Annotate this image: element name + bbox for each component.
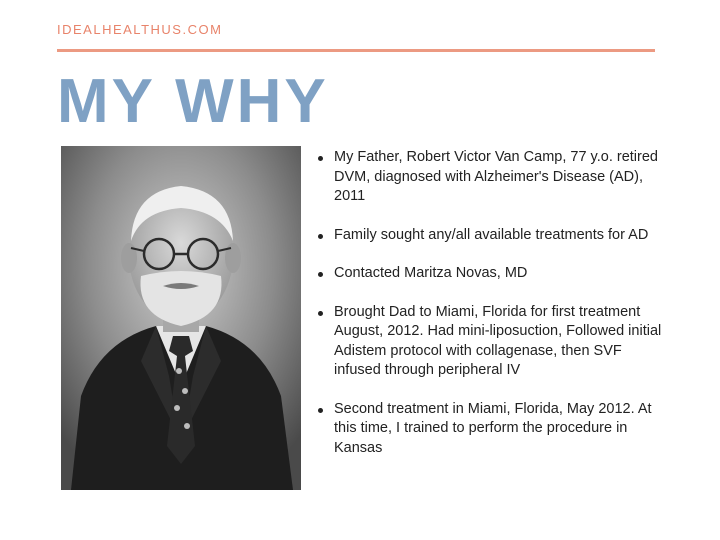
list-item: Brought Dad to Miami, Florida for first treatment August, 2012. Had mini-liposuction, Followed initial Adistem protocol with collagenase, then SVF infused through peripheral IV <box>316 303 664 381</box>
site-label: IDEALHEALTHUS.COM <box>57 22 223 37</box>
list-item: My Father, Robert Victor Van Camp, 77 y.o. retired DVM, diagnosed with Alzheimer's Disease (AD), 2011 <box>316 148 664 207</box>
list-item: Family sought any/all available treatments for AD <box>316 226 664 246</box>
list-item: Contacted Maritza Novas, MD <box>316 264 664 284</box>
list-item: Second treatment in Miami, Florida, May 2012. At this time, I trained to perform the procedure in Kansas <box>316 400 664 459</box>
bullet-list <box>316 148 664 477</box>
header-divider <box>57 49 655 52</box>
page-title: MY WHY <box>57 67 329 136</box>
portrait-photo <box>61 146 301 490</box>
